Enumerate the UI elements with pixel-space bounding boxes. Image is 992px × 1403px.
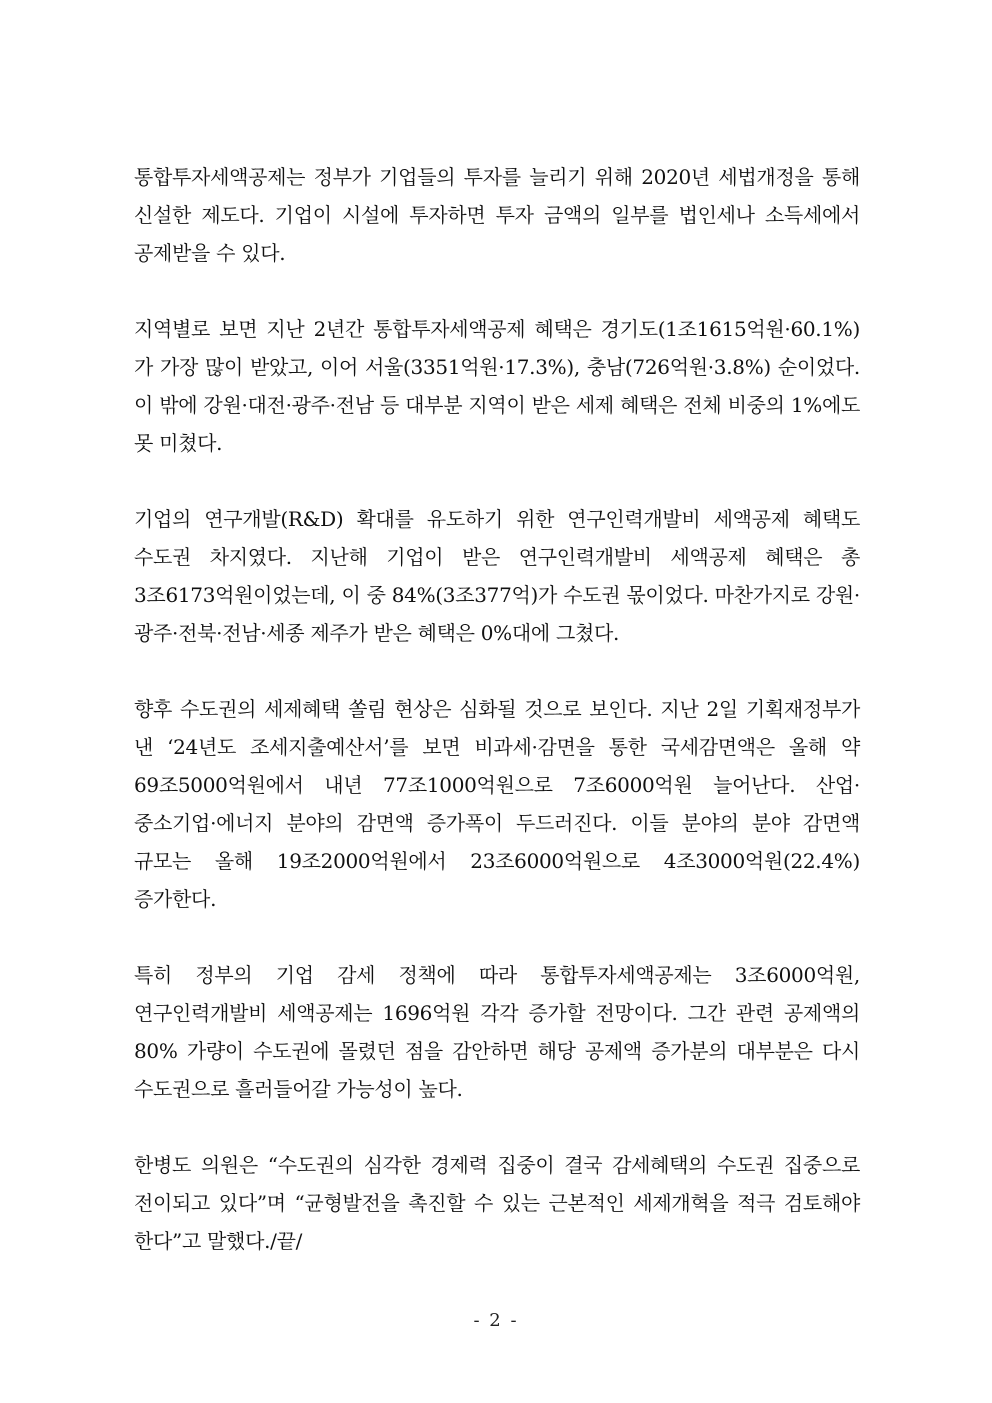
paragraph: 지역별로 보면 지난 2년간 통합투자세액공제 혜택은 경기도(1조1615억원·60.1%)가 가장 많이 받았고, 이어 서울(3351억원·17.3%), 충남(726억원·3.8%) 순이었다. 이 밖에 강원·대전·광주·전남 등 대부분 지역이 받은 세제 혜택은 전체 비중의 1%에도 못 미쳤다.: [134, 317, 860, 455]
page-number: - 2 -: [473, 1310, 519, 1331]
document-body: [134, 158, 860, 1298]
paragraph: 특히 정부의 기업 감세 정책에 따라 통합투자세액공제는 3조6000억원, 연구인력개발비 세액공제는 1696억원 각각 증가할 전망이다. 그간 관련 공제액의 80% 가량이 수도권에 몰렸던 점을 감안하면 해당 공제액 증가분의 대부분은 다시 수도권으로 흘러들어갈 가능성이 높다.: [134, 963, 860, 1101]
paragraph: 한병도 의원은 “수도권의 심각한 경제력 집중이 결국 감세혜택의 수도권 집중으로 전이되고 있다”며 “균형발전을 촉진할 수 있는 근본적인 세제개혁을 적극 검토해야 한다”고 말했다./끝/: [134, 1153, 860, 1253]
paragraph: 향후 수도권의 세제혜택 쏠림 현상은 심화될 것으로 보인다. 지난 2일 기획재정부가 낸 ‘24년도 조세지출예산서’를 보면 비과세·감면을 통한 국세감면액은 올해 약 69조5000억원에서 내년 77조1000억원으로 7조6000억원 늘어난다. 산업·중소기업·에너지 분야의 감면액 증가폭이 두드러진다. 이들 분야의 분야 감면액 규모는 올해 19조2000억원에서 23조6000억원으로 4조3000억원(22.4%) 증가한다.: [134, 697, 860, 911]
paragraph: 통합투자세액공제는 정부가 기업들의 투자를 늘리기 위해 2020년 세법개정을 통해 신설한 제도다. 기업이 시설에 투자하면 투자 금액의 일부를 법인세나 소득세에서 공제받을 수 있다.: [134, 165, 860, 265]
paragraph: 기업의 연구개발(R&D) 확대를 유도하기 위한 연구인력개발비 세액공제 혜택도 수도권 차지였다. 지난해 기업이 받은 연구인력개발비 세액공제 혜택은 총 3조6173억원이었는데, 이 중 84%(3조377억)가 수도권 몫이었다. 마찬가지로 강원·광주·전북·전남·세종 제주가 받은 혜택은 0%대에 그쳤다.: [134, 507, 860, 645]
